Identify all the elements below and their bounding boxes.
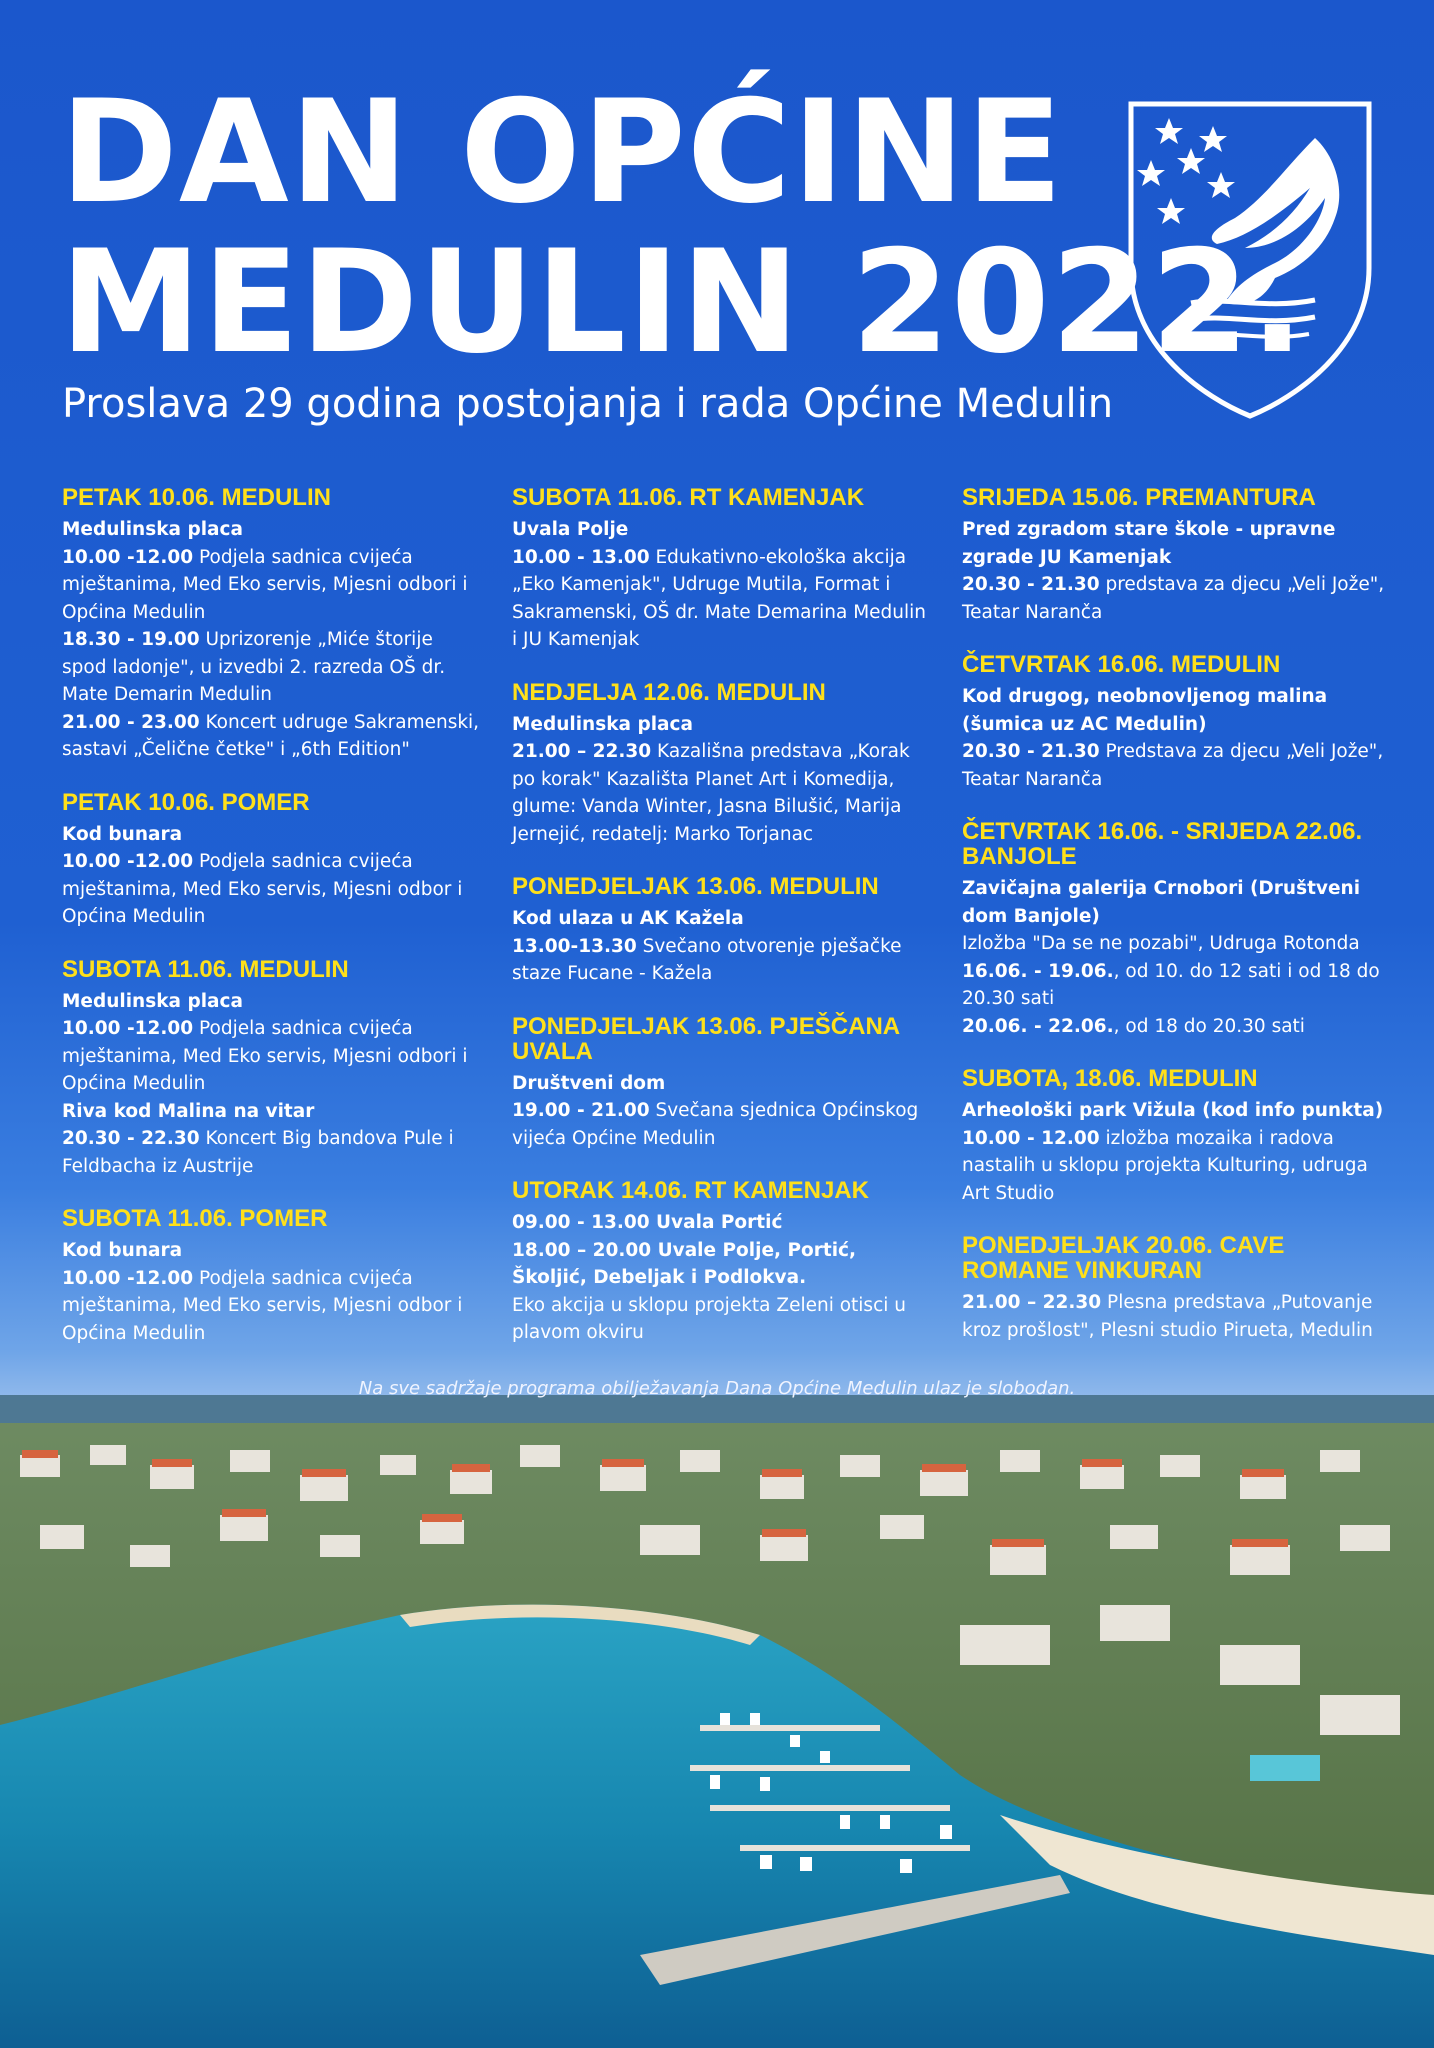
event-block xyxy=(512,874,932,988)
aerial-harbour-photo xyxy=(0,1395,1434,2048)
event-entry xyxy=(512,1237,932,1292)
event-block xyxy=(62,957,482,1181)
event-heading: UTORAK 14.06. RT KAMENJAK xyxy=(512,1177,869,1204)
title-line-1: DAN OPĆINE xyxy=(60,70,1064,235)
free-entry-note: Na sve sadržaje programa obilježavanja Dana Općine Medulin ulaz je slobodan. xyxy=(358,1378,1076,1399)
event-block xyxy=(512,1014,932,1153)
event-time: 20.30 - 21.30 xyxy=(962,574,1100,595)
event-location: Kod bunara xyxy=(62,823,183,845)
event-heading: SUBOTA 11.06. MEDULIN xyxy=(62,955,349,983)
event-heading: PONEDJELJAK 13.06. PJEŠČANA UVALA xyxy=(512,1012,900,1065)
event-time: 21.00 – 22.30 xyxy=(512,741,652,762)
event-description: Izložba "Da se ne pozabi", Udruga Rotonda xyxy=(962,933,1360,954)
event-description: , od 10. do 12 sati i od 18 do 20.30 sati xyxy=(962,960,1380,1009)
event-location: Kod drugog, neobnovljenog malina (šumica uz AC Medulin) xyxy=(962,686,1328,735)
event-time: 16.06. - 19.06. xyxy=(962,960,1114,982)
event-block xyxy=(962,652,1392,793)
event-heading: SRIJEDA 15.06. PREMANTURA xyxy=(962,484,1316,511)
event-heading: PETAK 10.06. POMER xyxy=(62,788,310,816)
event-description: Koncert Big bandova Pule i Feldbacha iz Austrije xyxy=(62,1128,454,1177)
event-entry xyxy=(512,1292,932,1347)
event-location: Društveni dom xyxy=(512,1072,666,1094)
event-entry xyxy=(62,1265,482,1348)
schedule-column-3 xyxy=(962,485,1392,1370)
event-entry xyxy=(512,1209,932,1237)
event-time: 13.00-13.30 xyxy=(512,935,637,957)
event-block xyxy=(962,819,1392,1040)
crest-seagull-stars-icon xyxy=(1125,98,1375,420)
event-block xyxy=(962,1233,1392,1344)
event-time: 18.30 - 19.00 xyxy=(62,629,200,650)
event-time: 09.00 - 13.00 Uvala Portić xyxy=(512,1212,783,1233)
event-heading: ČETVRTAK 16.06. - SRIJEDA 22.06. BANJOLE xyxy=(962,818,1363,870)
event-entry xyxy=(62,544,482,627)
event-location: Zavičajna galerija Crnobori (Društveni dom Banjole) xyxy=(962,878,1361,927)
event-entry xyxy=(62,848,482,931)
event-description: Koncert udruge Sakramenski, sastavi „Čelične četke" i „6th Edition" xyxy=(62,711,480,760)
event-block xyxy=(512,485,932,654)
schedule-column-1 xyxy=(62,485,482,1373)
event-entry xyxy=(962,738,1392,793)
event-time: 20.30 - 21.30 xyxy=(962,741,1100,762)
event-location: Medulinska placa xyxy=(512,713,693,735)
event-description: Podjela sadnica cvijeća mještanima, Med Eko servis, Mjesni odbor i Općina Medulin xyxy=(62,1267,463,1344)
poster-title xyxy=(60,70,1306,385)
event-description: Predstava za djecu „Veli Jože", Teatar Naranča xyxy=(962,741,1384,790)
event-location: Kod bunara xyxy=(62,1240,183,1261)
event-location: Medulinska placa xyxy=(62,990,243,1012)
event-description: predstava za djecu „Veli Jože", Teatar Naranča xyxy=(962,574,1385,623)
event-entry xyxy=(962,930,1392,958)
event-heading: ČETVRTAK 16.06. MEDULIN xyxy=(962,651,1281,678)
event-description: Plesna predstava „Putovanje kroz prošlost", Plesni studio Pirueta, Medulin xyxy=(962,1292,1373,1341)
event-block xyxy=(962,1066,1392,1207)
event-entry xyxy=(962,1125,1392,1208)
event-entry xyxy=(962,958,1392,1013)
event-description: Svečana sjednica Općinskog vijeća Općine Medulin xyxy=(512,1100,919,1149)
event-heading: PONEDJELJAK 20.06. CAVE ROMANE VINKURAN xyxy=(962,1232,1285,1284)
event-description: Podjela sadnica cvijeća mještanima, Med Eko servis, Mjesni odbori i Općina Medulin xyxy=(62,1018,468,1094)
event-entry xyxy=(962,1013,1392,1041)
event-time: 20.06. - 22.06. xyxy=(962,1015,1114,1037)
event-location: Kod ulaza u AK Kažela xyxy=(512,908,744,929)
event-time: 10.00 -12.00 xyxy=(62,1018,194,1039)
event-time: 19.00 - 21.00 xyxy=(512,1100,650,1121)
event-entry xyxy=(962,1289,1392,1344)
event-description: Uprizorenje „Miće štorije spod ladonje", u izvedbi 2. razreda OŠ dr. Mate Demarin Medulin xyxy=(62,629,446,705)
event-location: Arheološki park Vižula (kod info punkta) xyxy=(962,1100,1384,1121)
event-block xyxy=(512,680,932,849)
event-time: 18.00 – 20.00 Uvale Polje, Portić, Školjić, Debeljak i Podlokva. xyxy=(512,1239,857,1288)
event-entry xyxy=(62,626,482,709)
event-heading: PETAK 10.06. MEDULIN xyxy=(62,484,331,511)
event-description: Podjela sadnica cvijeća mještanima, Med Eko servis, Mjesni odbori i Općina Medulin xyxy=(62,546,468,623)
event-location: Medulinska placa xyxy=(62,519,243,540)
event-description: Svečano otvorenje pješačke staze Fucane - Kažela xyxy=(512,935,902,984)
event-time: 10.00 - 13.00 xyxy=(512,546,650,568)
schedule-column-2 xyxy=(512,485,932,1373)
event-entry xyxy=(62,709,482,764)
event-entry xyxy=(512,933,932,988)
event-block xyxy=(62,485,482,764)
event-description: Eko akcija u sklopu projekta Zeleni otisci u plavom okviru xyxy=(512,1294,906,1343)
event-block xyxy=(512,1178,932,1347)
event-time: 10.00 -12.00 xyxy=(62,851,194,872)
event-location: Riva kod Malina na vitar xyxy=(62,1100,315,1122)
event-entry xyxy=(512,544,932,654)
event-heading: PONEDJELJAK 13.06. MEDULIN xyxy=(512,873,879,900)
event-heading: SUBOTA, 18.06. MEDULIN xyxy=(962,1065,1258,1092)
event-time: 20.30 - 22.30 xyxy=(62,1128,200,1149)
event-entry xyxy=(512,1097,932,1152)
event-heading: SUBOTA 11.06. POMER xyxy=(62,1205,328,1232)
event-time: 21.00 - 23.00 xyxy=(62,711,200,733)
event-description: izložba mozaika i radova nastalih u sklopu projekta Kulturing, udruga Art Studio xyxy=(962,1127,1368,1204)
event-entry xyxy=(62,1015,482,1098)
title-line-2: MEDULIN 2022. xyxy=(60,220,1306,385)
event-location: Uvala Polje xyxy=(512,519,629,540)
event-description: Kazališna predstava „Korak po korak" Kazališta Planet Art i Komedija, glume: Vanda Winter, Jasna Bilušić, Marija Jernejić, redatelj: Marko Torjanac xyxy=(512,741,910,845)
event-time: 21.00 – 22.30 xyxy=(962,1292,1102,1313)
event-block xyxy=(962,485,1392,626)
event-entry xyxy=(962,571,1392,626)
event-description: Podjela sadnica cvijeća mještanima, Med Eko servis, Mjesni odbor i Općina Medulin xyxy=(62,851,463,927)
event-heading: NEDJELJA 12.06. MEDULIN xyxy=(512,678,826,706)
event-time: 10.00 -12.00 xyxy=(62,1267,194,1289)
event-entry xyxy=(512,738,932,848)
event-description: , od 18 do 20.30 sati xyxy=(1113,1015,1305,1037)
event-block xyxy=(62,790,482,931)
poster-subtitle: Proslava 29 godina postojanja i rada Općine Medulin xyxy=(62,381,1114,427)
event-block xyxy=(62,1206,482,1347)
event-time: 10.00 -12.00 xyxy=(62,546,194,568)
event-entry xyxy=(62,1125,482,1180)
event-description: Edukativno-ekološka akcija „Eko Kamenjak", Udruge Mutila, Format i Sakramenski, OŠ dr. Mate Demarina Medulin i JU Kamenjak xyxy=(512,546,927,650)
event-location: Pred zgradom stare škole - upravne zgrade JU Kamenjak xyxy=(962,519,1336,568)
event-heading: SUBOTA 11.06. RT KAMENJAK xyxy=(512,484,865,511)
event-time: 10.00 - 12.00 xyxy=(962,1127,1100,1149)
